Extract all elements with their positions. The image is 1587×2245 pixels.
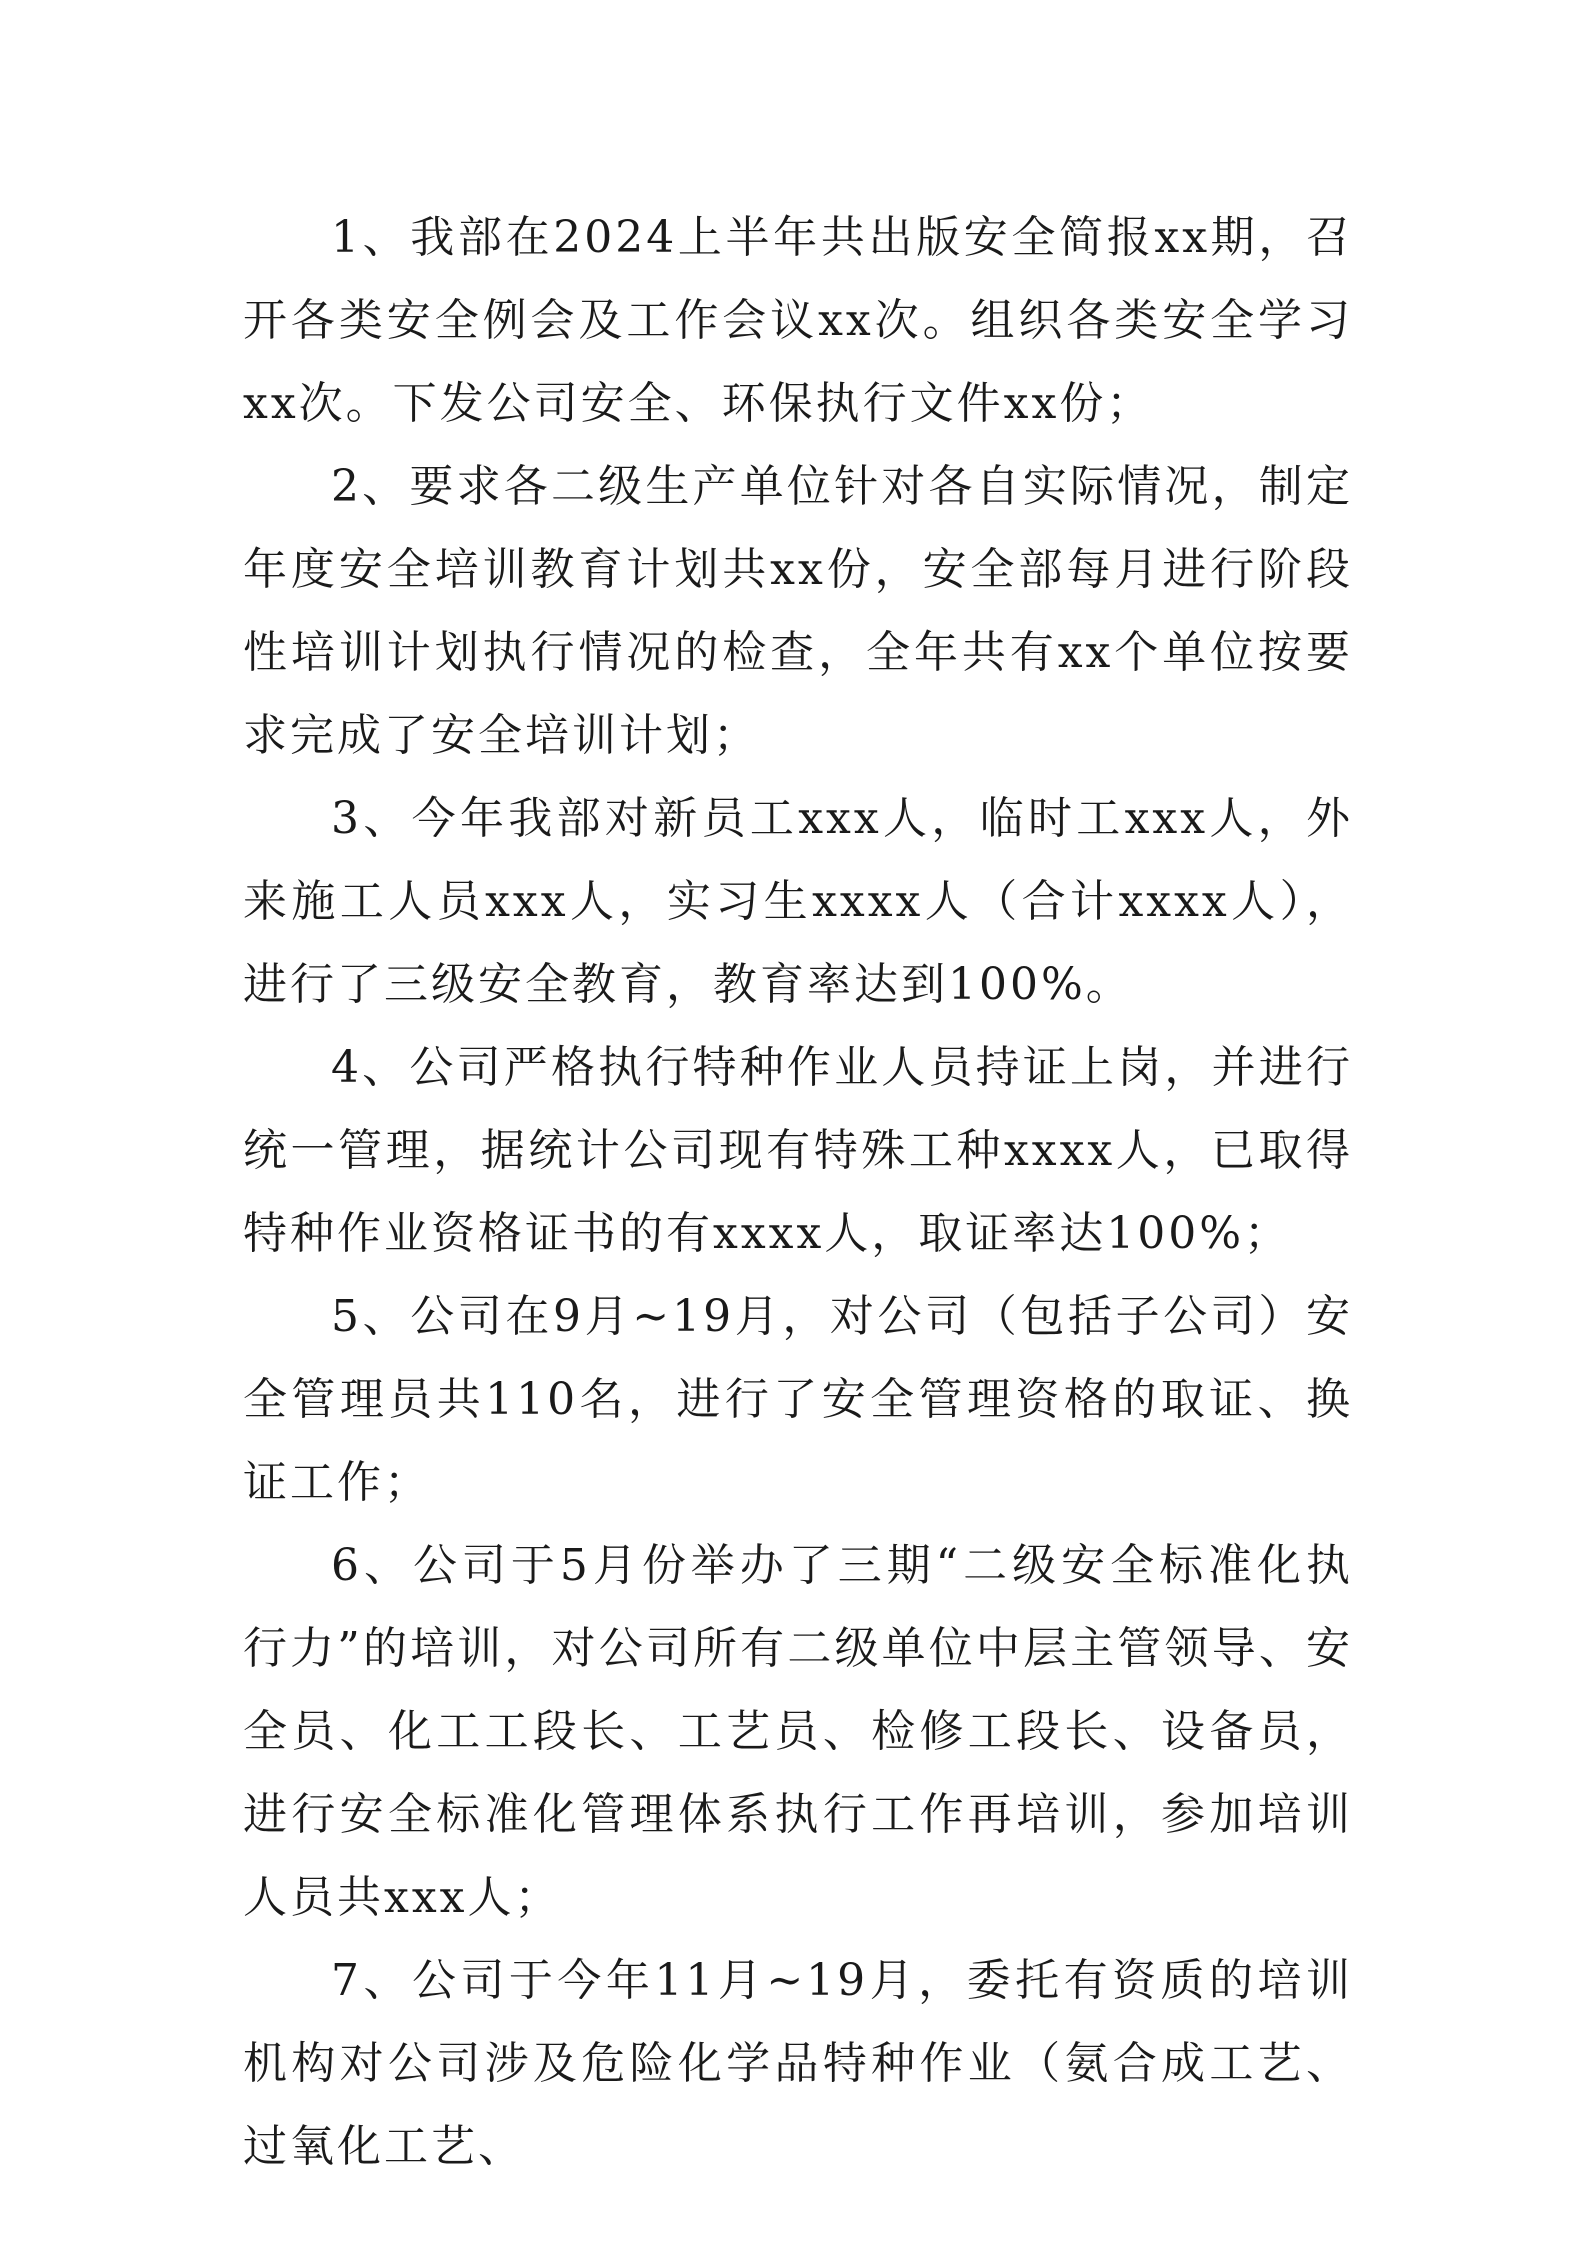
paragraph-4: 4、公司严格执行特种作业人员持证上岗，并进行统一管理，据统计公司现有特殊工种xxxx人，已取得特种作业资格证书的有xxxx人，取证率达100%； [243,1042,1353,1259]
document-body [243,196,1353,2188]
paragraph-5: 5、公司在9月~19月，对公司（包括子公司）安全管理员共110名，进行了安全管理资格的取证、换证工作； [243,1291,1353,1508]
paragraph-2: 2、要求各二级生产单位针对各自实际情况，制定年度安全培训教育计划共xx份，安全部每月进行阶段性培训计划执行情况的检查，全年共有xx个单位按要求完成了安全培训计划； [243,461,1353,761]
paragraph-1: 1、我部在2024上半年共出版安全简报xx期，召开各类安全例会及工作会议xx次。组织各类安全学习xx次。下发公司安全、环保执行文件xx份； [243,212,1353,429]
paragraph-7: 7、公司于今年11月~19月，委托有资质的培训机构对公司涉及危险化学品特种作业（氨合成工艺、过氧化工艺、 [243,1955,1353,2172]
paragraph-3: 3、今年我部对新员工xxx人，临时工xxx人，外来施工人员xxx人，实习生xxxx人（合计xxxx人），进行了三级安全教育，教育率达到100%。 [243,793,1353,1010]
paragraph-6: 6、公司于5月份举办了三期“二级安全标准化执行力”的培训，对公司所有二级单位中层主管领导、安全员、化工工段长、工艺员、检修工段长、设备员，进行安全标准化管理体系执行工作再培训，参加培训人员共xxx人； [243,1540,1353,1923]
